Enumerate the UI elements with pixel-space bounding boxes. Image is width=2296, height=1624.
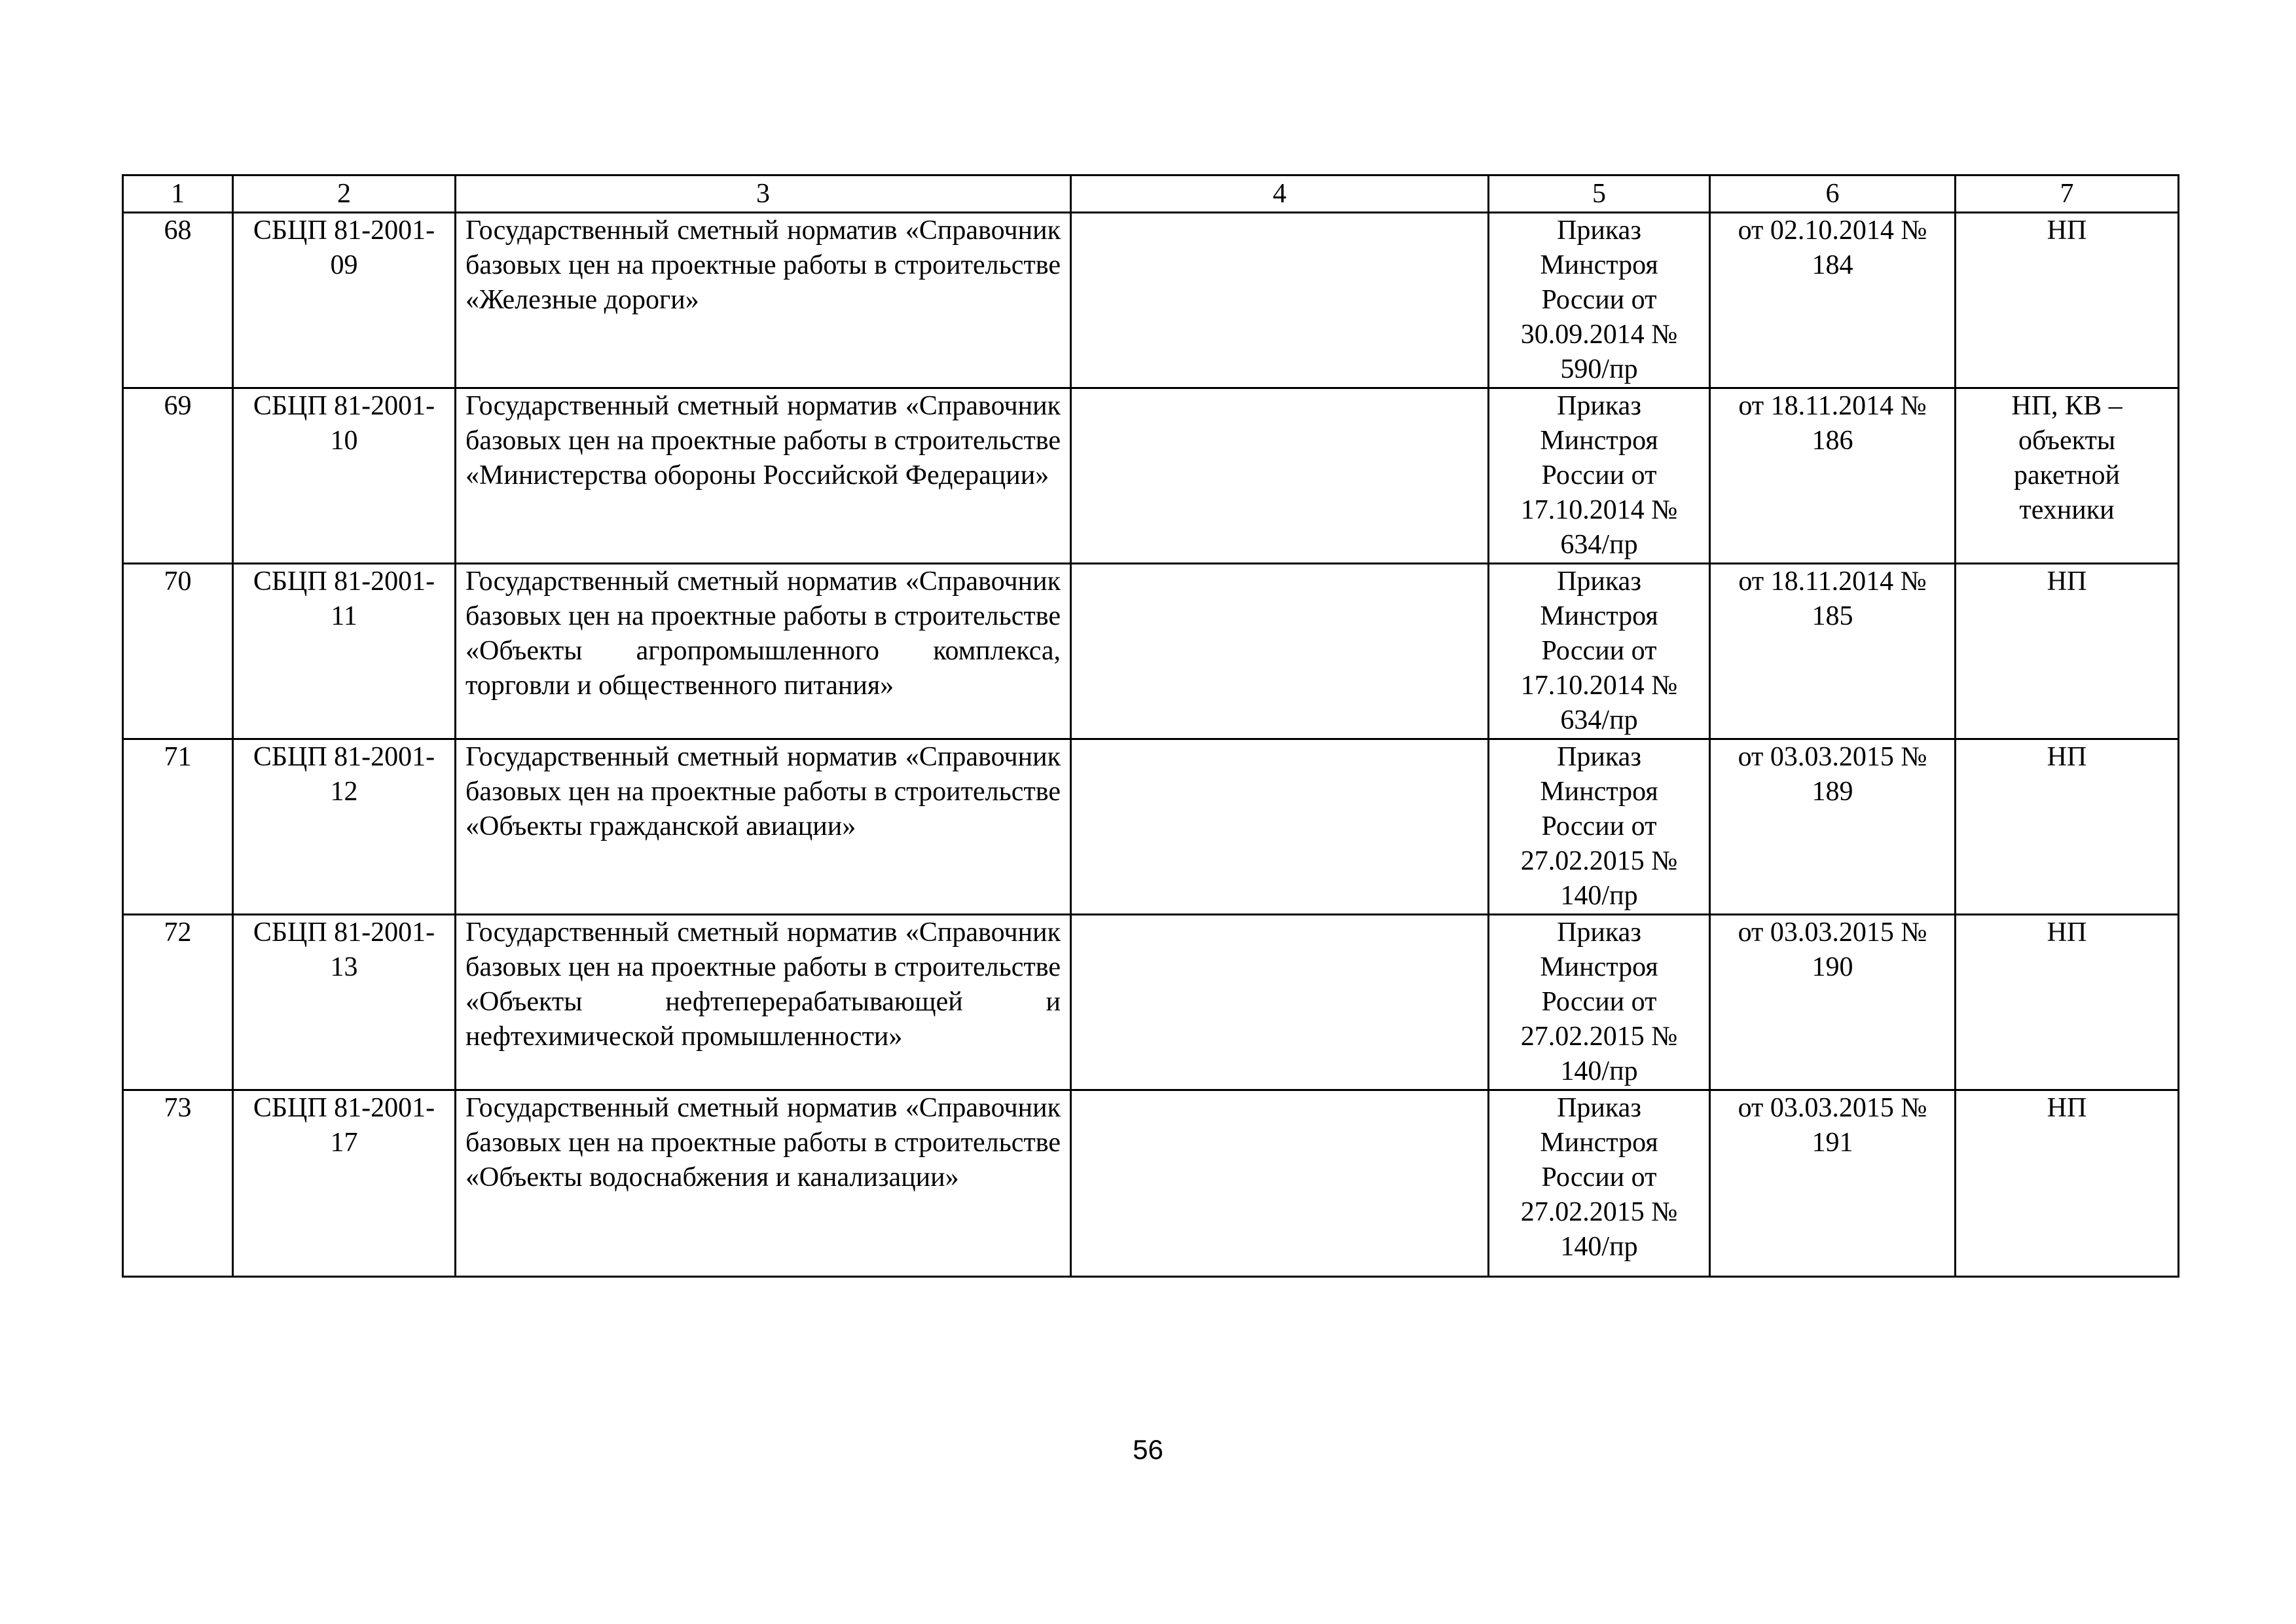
approval-order: Приказ Минстроя России от 27.02.2015 № 140/пр — [1489, 1090, 1710, 1277]
approval-order: Приказ Минстроя России от 30.09.2014 № 590/пр — [1489, 213, 1710, 388]
header-cell: 7 — [1956, 175, 2179, 213]
registration-date: от 18.11.2014 № 185 — [1710, 564, 1956, 739]
empty-cell — [1071, 915, 1489, 1090]
registration-date: от 03.03.2015 № 189 — [1710, 739, 1956, 915]
table-row — [123, 915, 2179, 1090]
approval-order: Приказ Минстроя России от 27.02.2015 № 140/пр — [1489, 739, 1710, 915]
row-number: 72 — [123, 915, 233, 1090]
table-row — [123, 739, 2179, 915]
header-cell: 1 — [123, 175, 233, 213]
approval-order: Приказ Минстроя России от 27.02.2015 № 140/пр — [1489, 915, 1710, 1090]
empty-cell — [1071, 1090, 1489, 1277]
status-code: НП — [1956, 564, 2179, 739]
row-number: 71 — [123, 739, 233, 915]
approval-order: Приказ Минстроя России от 17.10.2014 № 634/пр — [1489, 564, 1710, 739]
normative-name: Государственный сметный норматив «Справочник базовых цен на проектные работы в строительстве «Объекты агропромышленного комплекса, торговли и общественного питания» — [456, 564, 1071, 739]
normative-name: Государственный сметный норматив «Справочник базовых цен на проектные работы в строительстве «Объекты нефтеперерабатывающей и нефтехимической промышленности» — [456, 915, 1071, 1090]
row-number: 69 — [123, 388, 233, 564]
registration-date: от 02.10.2014 № 184 — [1710, 213, 1956, 388]
normative-code: СБЦП 81-2001-09 — [233, 213, 456, 388]
normative-code: СБЦП 81-2001-11 — [233, 564, 456, 739]
row-number: 68 — [123, 213, 233, 388]
registration-date: от 03.03.2015 № 191 — [1710, 1090, 1956, 1277]
row-number: 73 — [123, 1090, 233, 1277]
status-code: НП, КВ – объекты ракетной техники — [1956, 388, 2179, 564]
normative-name: Государственный сметный норматив «Справочник базовых цен на проектные работы в строительстве «Объекты гражданской авиации» — [456, 739, 1071, 915]
table-row — [123, 213, 2179, 388]
status-code: НП — [1956, 213, 2179, 388]
normative-name: Государственный сметный норматив «Справочник базовых цен на проектные работы в строительстве «Объекты водоснабжения и канализации» — [456, 1090, 1071, 1277]
normative-code: СБЦП 81-2001-12 — [233, 739, 456, 915]
header-cell: 3 — [456, 175, 1071, 213]
table-row — [123, 388, 2179, 564]
header-cell: 5 — [1489, 175, 1710, 213]
status-code: НП — [1956, 1090, 2179, 1277]
empty-cell — [1071, 564, 1489, 739]
page-number: 56 — [1133, 1434, 1163, 1465]
normative-name: Государственный сметный норматив «Справочник базовых цен на проектные работы в строительстве «Железные дороги» — [456, 213, 1071, 388]
empty-cell — [1071, 739, 1489, 915]
table-row — [123, 1090, 2179, 1277]
approval-order: Приказ Минстроя России от 17.10.2014 № 634/пр — [1489, 388, 1710, 564]
status-code: НП — [1956, 915, 2179, 1090]
empty-cell — [1071, 388, 1489, 564]
normative-name: Государственный сметный норматив «Справочник базовых цен на проектные работы в строительстве «Министерства обороны Российской Федерации» — [456, 388, 1071, 564]
table-row — [123, 564, 2179, 739]
normative-code: СБЦП 81-2001-10 — [233, 388, 456, 564]
registration-date: от 03.03.2015 № 190 — [1710, 915, 1956, 1090]
header-cell: 4 — [1071, 175, 1489, 213]
normative-table — [122, 174, 2179, 1278]
registration-date: от 18.11.2014 № 186 — [1710, 388, 1956, 564]
normative-code: СБЦП 81-2001-17 — [233, 1090, 456, 1277]
header-cell: 2 — [233, 175, 456, 213]
status-code: НП — [1956, 739, 2179, 915]
header-cell: 6 — [1710, 175, 1956, 213]
empty-cell — [1071, 213, 1489, 388]
header-row — [123, 175, 2179, 213]
row-number: 70 — [123, 564, 233, 739]
normative-code: СБЦП 81-2001-13 — [233, 915, 456, 1090]
